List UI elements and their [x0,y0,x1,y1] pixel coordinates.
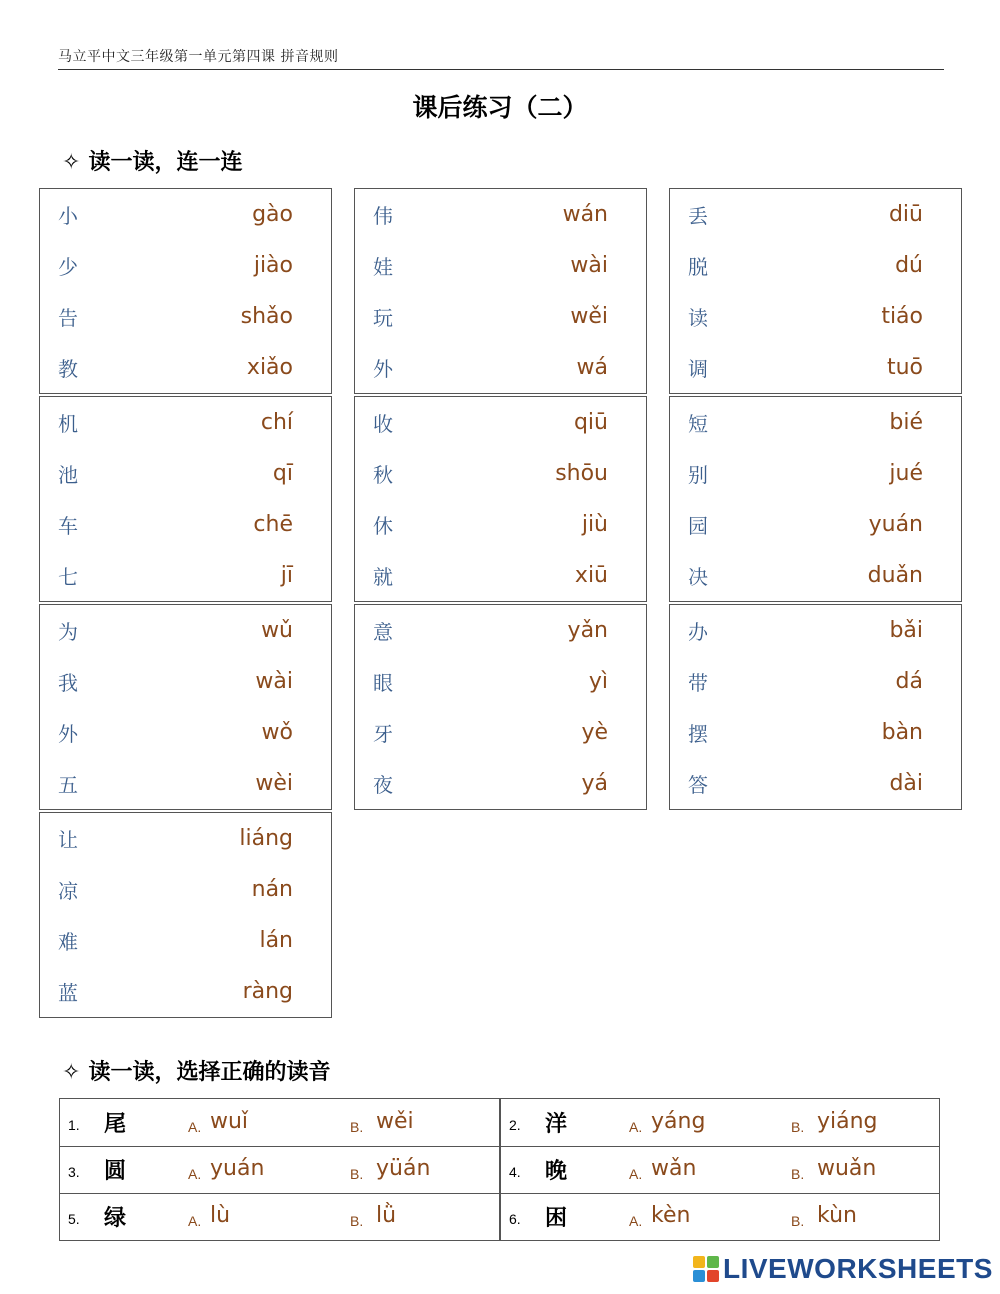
pinyin-item[interactable]: lán [259,928,293,953]
pinyin-item[interactable]: jiù [581,512,608,537]
hanzi-item[interactable]: 秋 [373,463,393,487]
choice-question [501,1146,941,1193]
hanzi-item[interactable]: 玩 [373,306,393,330]
hanzi-item[interactable]: 告 [58,306,78,330]
hanzi-item[interactable]: 决 [688,565,708,589]
hanzi-item[interactable]: 让 [58,828,78,852]
hanzi-item[interactable]: 教 [58,357,78,381]
matching-row [40,453,331,493]
matching-box [669,604,962,810]
hanzi-item[interactable]: 丢 [688,204,708,228]
pinyin-item[interactable]: ràng [242,979,293,1004]
matching-row [670,296,961,336]
matching-row [40,661,331,701]
hanzi-item[interactable]: 办 [688,620,708,644]
question-character: 困 [545,1205,568,1231]
header-divider [58,69,944,70]
question-character: 洋 [545,1111,568,1137]
option-a-label: A. [188,1213,202,1229]
matching-row [40,610,331,650]
option-a-label: A. [629,1119,643,1135]
question-character: 尾 [104,1111,127,1137]
question-character: 晚 [545,1158,568,1184]
pinyin-item[interactable]: liáng [239,826,293,851]
matching-box [39,812,332,1018]
matching-row [670,610,961,650]
question-number: 4. [509,1164,521,1180]
pinyin-item[interactable]: xiū [574,563,608,588]
hanzi-item[interactable]: 池 [58,463,78,487]
option-a[interactable]: wǎn [651,1156,697,1181]
hanzi-item[interactable]: 读 [688,306,708,330]
pinyin-item[interactable]: nán [251,877,293,902]
matching-box [39,188,332,394]
option-a[interactable]: yáng [651,1109,706,1134]
option-b[interactable]: yüán [376,1156,431,1181]
question-number: 2. [509,1117,521,1133]
pinyin-item[interactable]: chí [260,410,293,435]
logo-mark-icon [693,1256,719,1282]
matching-row [670,763,961,803]
matching-box [354,604,647,810]
matching-box [354,396,647,602]
pinyin-item[interactable]: bàn [881,720,923,745]
option-a-label: A. [188,1166,202,1182]
pinyin-item[interactable]: yá [581,771,608,796]
hanzi-item[interactable]: 调 [688,357,708,381]
pinyin-item[interactable]: xiǎo [246,355,293,380]
pinyin-item[interactable]: yuán [868,512,923,537]
pinyin-item[interactable]: wěi [570,304,608,329]
hanzi-item[interactable]: 外 [373,357,393,381]
hanzi-item[interactable]: 七 [58,565,78,589]
question-number: 3. [68,1164,80,1180]
option-b-label: B. [350,1119,364,1135]
hanzi-item[interactable]: 外 [58,722,78,746]
matching-row [355,453,646,493]
option-b-label: B. [791,1119,805,1135]
hanzi-item[interactable]: 别 [688,463,708,487]
pinyin-item[interactable]: chē [253,512,293,537]
matching-row [40,296,331,336]
pinyin-item[interactable]: tuō [886,355,923,380]
matching-row [40,194,331,234]
option-b-label: B. [350,1213,364,1229]
matching-row [355,296,646,336]
matching-row [355,555,646,595]
pinyin-item[interactable]: qiū [573,410,608,435]
matching-row [355,347,646,387]
option-b-label: B. [350,1166,364,1182]
matching-row [40,504,331,544]
hanzi-item[interactable]: 我 [58,671,78,695]
hanzi-item[interactable]: 牙 [373,722,393,746]
matching-row [40,920,331,960]
matching-box [669,188,962,394]
matching-row [355,610,646,650]
pinyin-item[interactable]: yì [588,669,608,694]
pinyin-item[interactable]: jué [889,461,923,486]
matching-row [40,555,331,595]
matching-row [355,712,646,752]
option-a[interactable]: lù [210,1203,231,1228]
sparkle-icon: ✧ [62,150,81,175]
option-b[interactable]: lǜ [376,1203,397,1228]
section-title-choice [62,1055,330,1086]
sparkle-icon: ✧ [62,1060,81,1085]
choice-question [501,1193,941,1240]
hanzi-item[interactable]: 收 [373,412,393,436]
matching-row [355,194,646,234]
section-title-text: 读一读，连一连 [88,149,243,175]
pinyin-item[interactable]: wài [570,253,608,278]
question-character: 绿 [104,1205,127,1231]
hanzi-item[interactable]: 伟 [373,204,393,228]
hanzi-item[interactable]: 娃 [373,255,393,279]
hanzi-item[interactable]: 蓝 [58,981,78,1005]
hanzi-item[interactable]: 凉 [58,879,78,903]
option-a[interactable]: kèn [651,1203,691,1228]
option-b[interactable]: kùn [817,1203,857,1228]
pinyin-item[interactable]: dài [889,771,923,796]
matching-row [670,194,961,234]
hanzi-item[interactable]: 夜 [373,773,393,797]
matching-row [670,661,961,701]
pinyin-item[interactable]: yè [581,720,608,745]
liveworksheets-logo [693,1252,993,1286]
question-number: 6. [509,1211,521,1227]
pinyin-item[interactable]: diū [888,202,923,227]
matching-row [40,402,331,442]
question-character: 圆 [104,1158,127,1184]
matching-row [670,245,961,285]
pinyin-item[interactable]: dá [895,669,923,694]
matching-row [670,402,961,442]
hanzi-item[interactable]: 答 [688,773,708,797]
pinyin-item[interactable]: dú [895,253,923,278]
matching-row [355,504,646,544]
matching-box [669,396,962,602]
pinyin-item[interactable]: shōu [555,461,608,486]
matching-row [355,763,646,803]
matching-row [670,453,961,493]
page-title: 课后练习（二） [412,93,588,122]
pinyin-item[interactable]: qī [272,461,293,486]
hanzi-item[interactable]: 眼 [373,671,393,695]
matching-row [670,347,961,387]
matching-row [40,712,331,752]
matching-row [40,347,331,387]
pinyin-item[interactable]: wán [562,202,608,227]
pinyin-item[interactable]: tiáo [881,304,923,329]
option-b-label: B. [791,1166,805,1182]
option-a[interactable]: wuǐ [210,1109,249,1134]
hanzi-item[interactable]: 机 [58,412,78,436]
section-title-matching [62,145,242,176]
hanzi-item[interactable]: 园 [688,514,708,538]
question-number: 1. [68,1117,80,1133]
hanzi-item[interactable]: 摆 [688,722,708,746]
pinyin-item[interactable]: gào [252,202,293,227]
option-b[interactable]: wěi [376,1109,414,1134]
question-number: 5. [68,1211,80,1227]
pinyin-item[interactable]: wǔ [261,618,293,643]
choice-question [60,1099,500,1146]
option-b-label: B. [791,1213,805,1229]
pinyin-item[interactable]: jī [280,563,293,588]
choice-question [501,1099,941,1146]
pinyin-item[interactable]: wài [255,669,293,694]
pinyin-item[interactable]: jiào [253,253,293,278]
pinyin-item[interactable]: wèi [255,771,293,796]
hanzi-item[interactable]: 意 [373,620,393,644]
choice-table [59,1098,940,1241]
option-a-label: A. [629,1213,643,1229]
hanzi-item[interactable]: 就 [373,565,393,589]
matching-row [355,661,646,701]
hanzi-item[interactable]: 车 [58,514,78,538]
choice-question [60,1146,500,1193]
matching-row [40,971,331,1011]
option-b[interactable]: yiáng [817,1109,878,1134]
course-header: 马立平中文三年级第一单元第四课 拼音规则 [58,49,339,65]
matching-row [670,712,961,752]
hanzi-item[interactable]: 为 [58,620,78,644]
pinyin-item[interactable]: bǎi [889,618,923,643]
pinyin-item[interactable]: duǎn [867,563,923,588]
matching-box [39,604,332,810]
option-a[interactable]: yuán [210,1156,265,1181]
matching-row [355,245,646,285]
section-title-text: 读一读，选择正确的读音 [88,1059,331,1085]
choice-question [60,1193,500,1240]
hanzi-item[interactable]: 少 [58,255,78,279]
matching-row [355,402,646,442]
pinyin-item[interactable]: wá [576,355,608,380]
matching-box [39,396,332,602]
matching-box [354,188,647,394]
hanzi-item[interactable]: 脱 [688,255,708,279]
pinyin-item[interactable]: shǎo [240,304,293,329]
pinyin-item[interactable]: bié [889,410,923,435]
hanzi-item[interactable]: 难 [58,930,78,954]
hanzi-item[interactable]: 带 [688,671,708,695]
matching-row [40,869,331,909]
matching-row [40,763,331,803]
matching-row [670,504,961,544]
option-a-label: A. [629,1166,643,1182]
matching-row [670,555,961,595]
hanzi-item[interactable]: 小 [58,204,78,228]
pinyin-item[interactable]: wǒ [261,720,293,745]
option-a-label: A. [188,1119,202,1135]
hanzi-item[interactable]: 休 [373,514,393,538]
pinyin-item[interactable]: yǎn [567,618,608,643]
logo-text: LIVEWORKSHEETS [723,1253,993,1284]
matching-row [40,818,331,858]
matching-row [40,245,331,285]
hanzi-item[interactable]: 五 [58,773,78,797]
hanzi-item[interactable]: 短 [688,412,708,436]
option-b[interactable]: wuǎn [817,1156,877,1181]
